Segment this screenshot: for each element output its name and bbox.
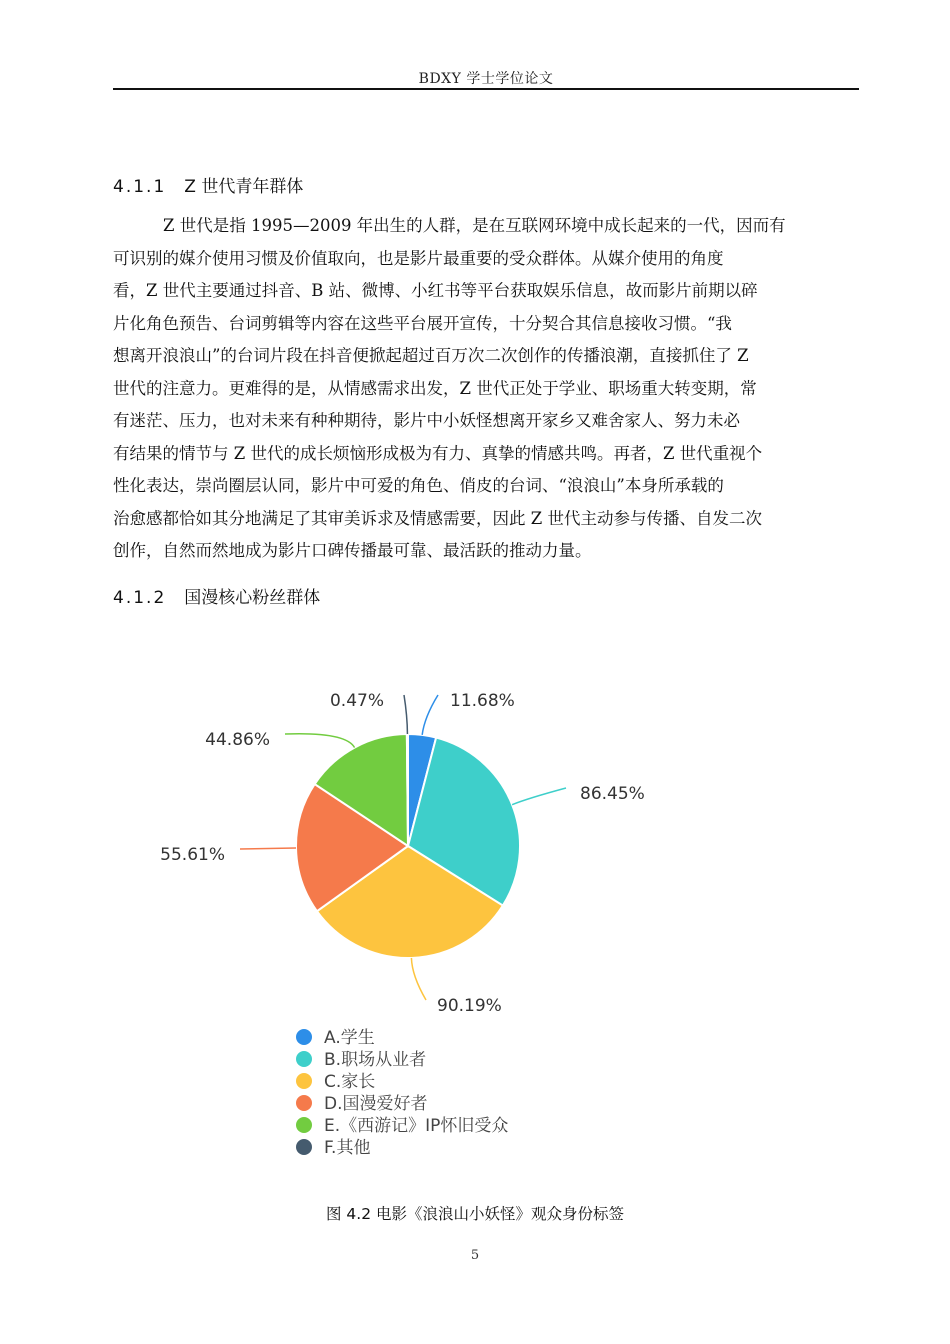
pie-chart [0,640,950,1180]
pie-leader-line [512,788,566,805]
section-number: 4.1.1 [113,177,167,197]
paragraph-line: 有结果的情节与 Z 世代的成长烦恼形成极为有力、真挚的情感共鸣。再者，Z 世代重视个 [113,443,763,463]
pie-leader-line [404,695,407,734]
header-rule [113,88,859,90]
legend-swatch [296,1051,312,1067]
body-paragraph [113,210,859,568]
section-title: Z 世代青年群体 [184,177,304,197]
paragraph-line: 看，Z 世代主要通过抖音、B 站、微博、小红书等平台获取娱乐信息，故而影片前期以碎 [113,281,758,300]
chart-legend [296,1028,508,1158]
pie-chart-svg [0,640,950,1180]
legend-swatch [296,1095,312,1111]
pie-slices [296,734,520,958]
pie-value-label: 86.45% [580,784,645,804]
legend-label: A.学生 [324,1028,375,1048]
pie-leader-line [285,734,355,748]
section-heading-4-1-1 [113,172,303,197]
running-header: BDXY 学士学位论文 [418,71,554,87]
legend-swatch [296,1139,312,1155]
figure-caption: 图 4.2 电影《浪浪山小妖怪》观众身份标签 [325,1205,624,1223]
pie-slice [407,734,408,846]
section-title: 国漫核心粉丝群体 [184,588,321,608]
paragraph-line: 创作，自然而然地成为影片口碑传播最可靠、最活跃的推动力量。 [113,541,592,560]
legend-label: D.国漫爱好者 [324,1094,428,1114]
pie-leader-line [240,848,296,849]
paragraph-line: 可识别的媒介使用习惯及价值取向，也是影片最重要的受众群体。从媒介使用的角度 [113,248,724,268]
legend-label: B.职场从业者 [324,1050,427,1070]
paragraph-line: 有迷茫、压力，也对未来有种种期待，影片中小妖怪想离开家乡又难舍家人、努力未必 [113,411,740,430]
paragraph-line: Z 世代是指 1995—2009 年出生的人群，是在互联网环境中成长起来的一代，因而有 [163,216,786,235]
legend-label: E.《西游记》IP怀旧受众 [324,1116,509,1136]
paragraph-line: 片化角色预告、台词剪辑等内容在这些平台展开宣传，十分契合其信息接收习惯。“我 [113,313,732,333]
pie-value-label: 0.47% [329,691,384,711]
paragraph-line: 世代的注意力。更难得的是，从情感需求出发，Z 世代正处于学业、职场重大转变期，常 [113,378,757,398]
paragraph-line: 性化表达，崇尚圈层认同，影片中可爱的角色、俏皮的台词、“浪浪山”本身所承载的 [113,476,724,495]
paragraph-line: 治愈感都恰如其分地满足了其审美诉求及情感需要，因此 Z 世代主动参与传播、自发二次 [113,508,762,528]
legend-swatch [296,1117,312,1133]
legend-swatch [296,1029,312,1045]
paragraph-line: 想离开浪浪山”的台词片段在抖音便掀起超过百万次二次创作的传播浪潮，直接抓住了 Z [113,346,749,365]
legend-swatch [296,1073,312,1089]
pie-value-label: 90.19% [437,996,502,1016]
pie-leader-line [411,958,426,1000]
legend-label: F.其他 [324,1138,371,1158]
pie-value-label: 55.61% [160,845,225,865]
section-heading-4-1-2 [113,583,320,608]
legend-label: C.家长 [324,1072,376,1092]
pie-value-label: 11.68% [450,691,515,711]
section-number: 4.1.2 [113,588,167,608]
page-number: 5 [470,1248,480,1263]
pie-leader-line [422,695,438,735]
pie-value-label: 44.86% [205,730,270,750]
